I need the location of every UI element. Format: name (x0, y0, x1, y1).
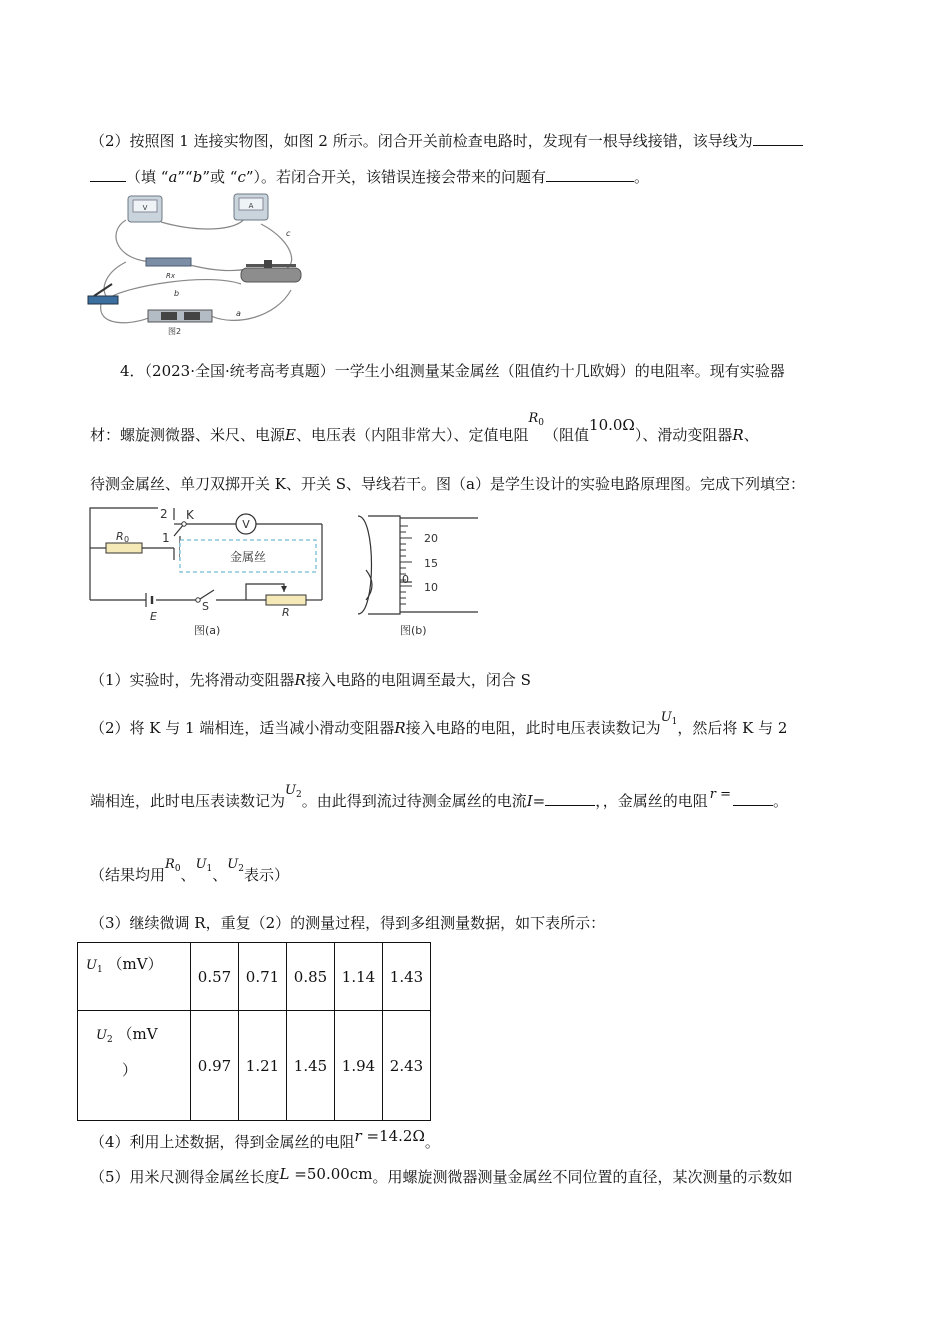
q4-intro: 4．（2023·全国·统考高考真题）一学生小组测量某金属丝（阻值约十几欧姆）的电阻率。现有实验器 (120, 362, 785, 380)
q4-line2: 材：螺旋测微器、米尺、电源E、电压表（内阻非常大）、定值电阻$R_0$（阻值10.0Ω）、滑动变阻器R、 (90, 411, 759, 444)
svg-text:R: R (282, 606, 290, 619)
table-cell: 2.43 (383, 1011, 431, 1121)
fig2-wire (186, 264, 251, 271)
figa-r0 (106, 543, 142, 553)
figa-switch-s (196, 598, 200, 602)
figb-thimble-edge (358, 516, 372, 614)
svg-text:Rx: Rx (166, 272, 176, 280)
fig2-resistor-rx (146, 258, 191, 280)
svg-text:K: K (186, 508, 194, 522)
fig2-battery (148, 310, 212, 322)
table-header-u1: $U_1$ （mV） (78, 943, 191, 1011)
table-cell: 0.71 (239, 943, 287, 1011)
q4-part2-line1: （2）将 K 与 1 端相连，适当减小滑动变阻器R接入电路的电阻，此时电压表读数记为$U_1$，然后将 K 与 2 (90, 710, 788, 737)
svg-text:10: 10 (424, 581, 438, 594)
data-table (77, 942, 431, 1121)
svg-text:A: A (248, 202, 254, 210)
svg-text:20: 20 (424, 532, 438, 545)
fig2-switch (88, 284, 118, 304)
q4-part1: （1）实验时，先将滑动变阻器R接入电路的电阻调至最大，闭合 S (90, 671, 531, 689)
svg-text:V: V (242, 518, 250, 531)
figa-switch-k-contact (182, 522, 186, 526)
q4-part5: （5）用米尺测得金属丝长度L =50.00cm。用螺旋测微器测量金属丝不同位置的直径，某次测量的示数如 (90, 1165, 793, 1186)
svg-text:a: a (236, 309, 241, 318)
figb-sleeve (368, 516, 400, 614)
fig2-ammeter (234, 194, 268, 220)
fig2-voltmeter (128, 196, 162, 222)
fig2-wire (116, 220, 156, 262)
svg-text:R: R (116, 530, 124, 543)
q4-line3: 待测金属丝、单刀双掷开关 K、开关 S、导线若干。图（a）是学生设计的实验电路原理图。完成下列填空： (90, 475, 805, 493)
table-cell: 1.45 (287, 1011, 335, 1121)
table-cell: 0.57 (191, 943, 239, 1011)
table-row (78, 1011, 431, 1121)
fig2-rheostat (241, 260, 301, 282)
fig2-wire (211, 290, 291, 320)
fig2-wire (161, 217, 246, 229)
q4-part3: （3）继续微调 R，重复（2）的测量过程，得到多组测量数据，如下表所示： (90, 914, 606, 932)
fig2-wire (101, 304, 151, 323)
svg-text:图2: 图2 (168, 327, 182, 336)
q4-part4: （4）利用上述数据，得到金属丝的电阻r =14.2Ω。 (90, 1127, 440, 1151)
fig2-wire (104, 262, 126, 296)
svg-text:15: 15 (424, 557, 438, 570)
q4-part2-line2: 端相连，此时电压表读数记为$U_2$。由此得到流过待测金属丝的电流I= ，，金属丝的电阻 r = 。 (90, 783, 789, 810)
svg-text:金属丝: 金属丝 (229, 550, 267, 564)
svg-text:0: 0 (402, 573, 409, 586)
figa-switch-s-lever (200, 590, 214, 599)
q4-result-note: （结果均用$R_0$、$U_1$、$U_2$表示） (90, 857, 289, 884)
figa-rheostat-slider (281, 586, 287, 592)
svg-text:V: V (142, 204, 148, 212)
svg-text:图(a): 图(a) (194, 624, 221, 637)
svg-text:S: S (202, 600, 209, 613)
svg-text:b: b (174, 289, 180, 298)
figure-b-micrometer (350, 510, 485, 640)
svg-text:c: c (286, 229, 291, 238)
table-cell: 1.43 (383, 943, 431, 1011)
svg-text:2: 2 (160, 507, 168, 521)
svg-text:0: 0 (124, 535, 130, 544)
table-cell: 0.97 (191, 1011, 239, 1121)
q3-part2-line1: （2）按照图 1 连接实物图，如图 2 所示。闭合开关前检查电路时，发现有一根导线接错，该导线为 (90, 130, 803, 151)
svg-text:E: E (150, 610, 157, 623)
table-cell: 0.85 (287, 943, 335, 1011)
figure-2 (86, 192, 316, 340)
table-cell: 1.21 (239, 1011, 287, 1121)
q3-part2-line2: （填 “a”“b”或 “c”）。若闭合开关，该错误连接会带来的问题有 。 (90, 166, 649, 187)
figa-rheostat (266, 595, 306, 605)
svg-text:1: 1 (162, 531, 170, 545)
figure-a-circuit (86, 500, 336, 640)
table-header-u2: $U_2$ （mV ） (78, 1011, 191, 1121)
table-cell: 1.14 (335, 943, 383, 1011)
svg-text:图(b): 图(b) (400, 624, 427, 637)
table-row (78, 943, 431, 1011)
figa-wire (90, 508, 158, 600)
table-cell: 1.94 (335, 1011, 383, 1121)
